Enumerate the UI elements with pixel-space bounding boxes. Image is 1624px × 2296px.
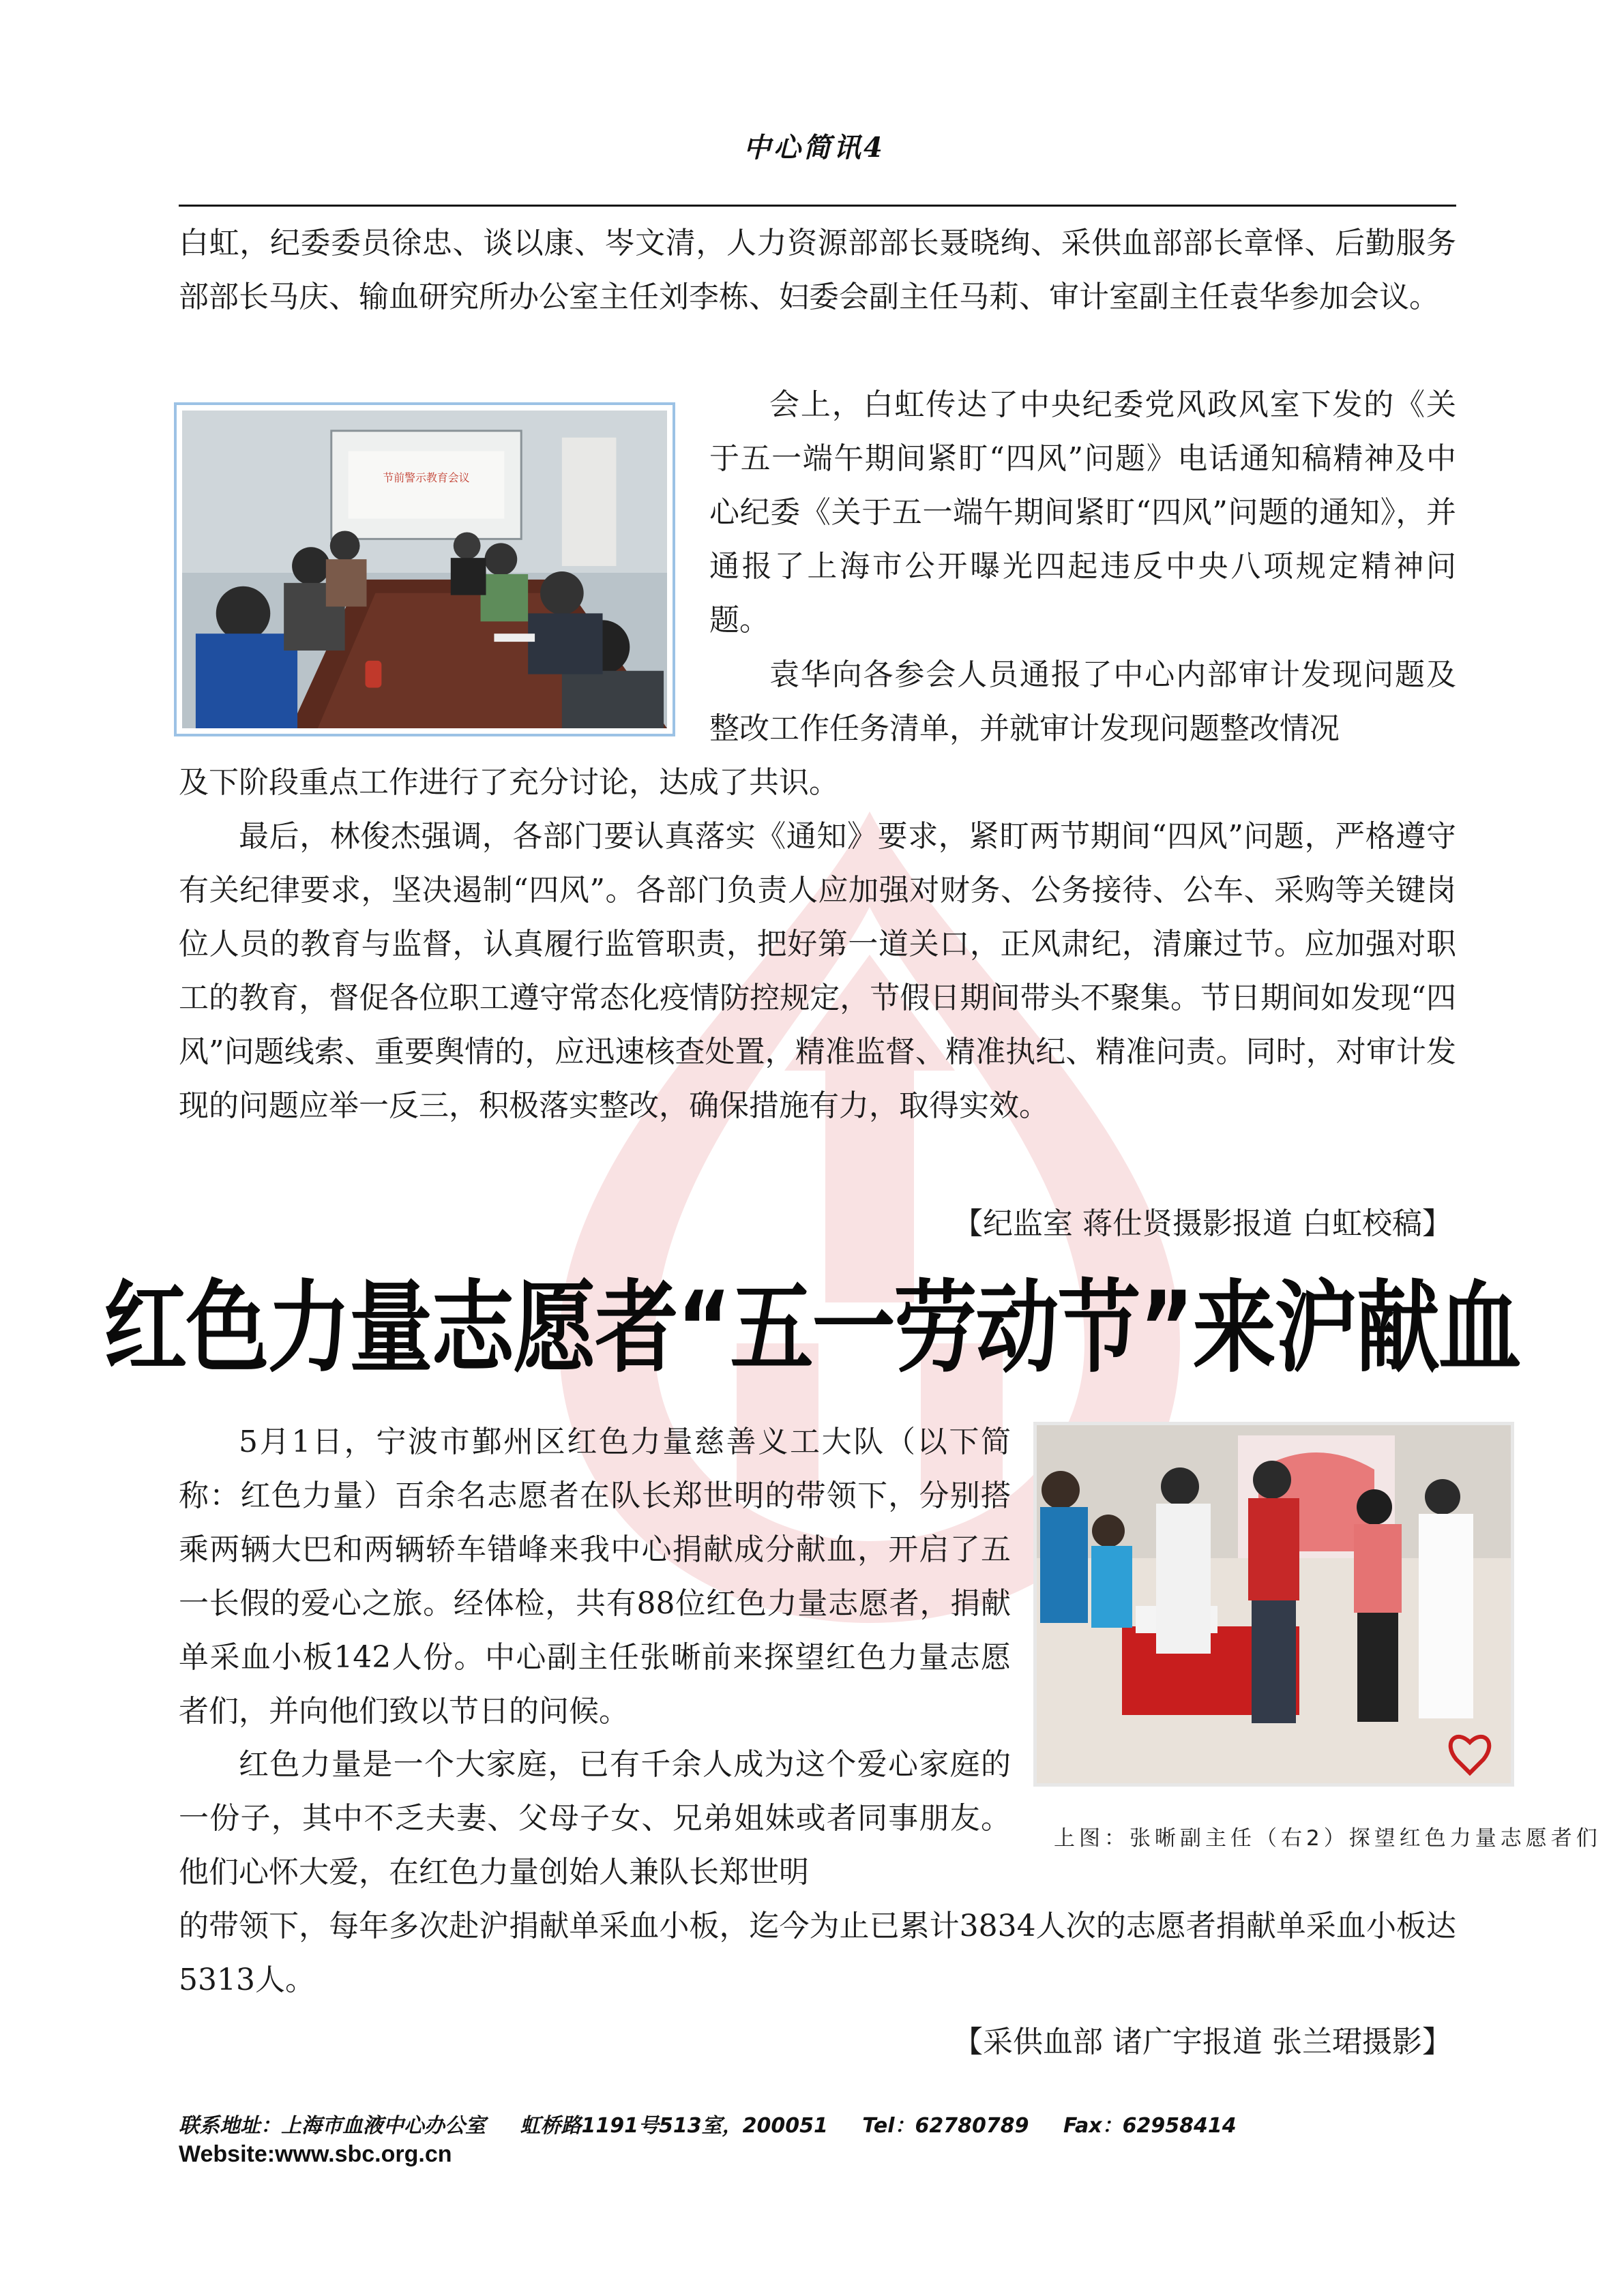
photo-caption: 上图：张晰副主任（右2）探望红色力量志愿者们 <box>1054 1826 1601 1851</box>
screen-text: 节前警示教育会议 <box>383 471 470 485</box>
meeting-photo-image <box>182 411 667 728</box>
footer-address: 联系地址：上海市血液中心办公室 <box>179 2114 486 2138</box>
article2-byline: 【采供血部 诸广宇报道 张兰珺摄影】 <box>953 2025 1452 2059</box>
article2-title: 红色力量志愿者“五一劳动节”来沪献血 <box>104 1270 1520 1386</box>
article1-paragraph-3a: 袁华向各参会人员通报了中心内部审计发现问题及整改工作任务清单，并就审计发现问题整改情况 <box>709 657 1456 746</box>
footer-street: 虹桥路1191号513室，200051 <box>520 2114 828 2138</box>
page-header: 中心简讯4 <box>743 132 885 164</box>
footer-website-link[interactable]: Website:www.sbc.org.cn <box>179 2141 452 2167</box>
article1-paragraph-1: 白虹，纪委委员徐忠、谈以康、岑文清，人力资源部部长聂晓绚、采供血部部长章怿、后勤服务部部长马庆、输血研究所办公室主任刘李栋、妇委会副主任马莉、审计室副主任袁华参加会议。 <box>179 226 1456 314</box>
article1-paragraph-3b: 及下阶段重点工作进行了充分讨论，达成了共识。 <box>179 765 839 800</box>
article1-byline: 【纪监室 蒋仕贤摄影报道 白虹校稿】 <box>953 1206 1452 1241</box>
footer-fax: Fax：62958414 <box>1063 2114 1237 2138</box>
article1-paragraph-4: 最后，林俊杰强调，各部门要认真落实《通知》要求，紧盯两节期间“四风”问题，严格遵守有关纪律要求，坚决遏制“四风”。各部门负责人应加强对财务、公务接待、公车、采购等关键岗位人员的教育与监督，认真履行监管职责，把好第一道关口，正风肃纪，清廉过节。应加强对职工的教育，督促各位职工遵守常态化疫情防控规定，节假日期间带头不聚集。节日期间如发现“四风”问题线索、重要舆情的，应迅速核查处置，精准监督、精准执纪、精准问责。同时，对审计发现的问题应举一反三，积极落实整改，确保措施有力，取得实效。 <box>179 819 1456 1123</box>
article1-paragraph-2: 会上，白虹传达了中央纪委党风政风室下发的《关于五一端午期间紧盯“四风”问题》电话通知稿精神及中心纪委《关于五一端午期间紧盯“四风”问题的通知》，并通报了上海市公开曝光四起违反中央八项规定精神问题。 <box>709 387 1456 638</box>
article2-paragraph-1: 5月1日，宁波市鄞州区红色力量慈善义工大队（以下简称：红色力量）百余名志愿者在队长郑世明的带领下，分别搭乘两辆大巴和两辆轿车错峰来我中心捐献成分献血，开启了五一长假的爱心之旅。经体检，共有88位红色力量志愿者，捐献单采血小板142人份。中心副主任张晰前来探望红色力量志愿者们，并向他们致以节日的问候。 <box>179 1425 1011 1729</box>
footer-tel: Tel：62780789 <box>862 2114 1029 2138</box>
volunteers-photo <box>1033 1422 1514 1787</box>
header-rule <box>179 205 1456 207</box>
article2-paragraph-2a: 红色力量是一个大家庭，已有千余人成为这个爱心家庭的一份子，其中不乏夫妻、父母子女、兄弟姐妹或者同事朋友。他们心怀大爱，在红色力量创始人兼队长郑世明 <box>179 1747 1011 1890</box>
article2-paragraph-2b: 的带领下，每年多次赴沪捐献单采血小板，迄今为止已累计3834人次的志愿者捐献单采血小板达5313人。 <box>179 1909 1456 1997</box>
meeting-photo <box>174 402 675 736</box>
footer-contact <box>179 2108 1264 2138</box>
volunteers-photo-image <box>1033 1422 1514 1787</box>
